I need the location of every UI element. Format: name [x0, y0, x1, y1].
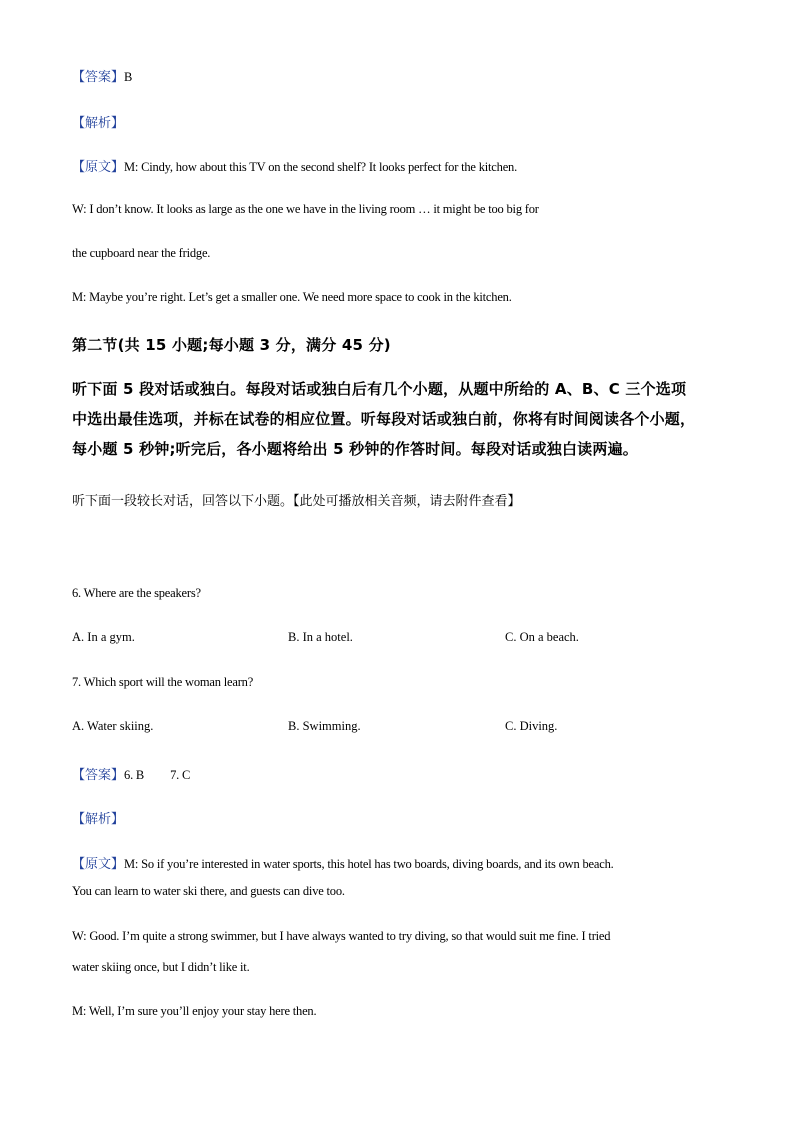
prompt-text: 听下面一段较长对话，回答以下小题 [72, 494, 281, 509]
transcript-text: M: Cindy, how about this TV on the second shelf? It looks perfect for the kitchen. [124, 160, 518, 174]
transcript-line: M: Well, I’m sure you’ll enjoy your stay here then. [72, 1004, 317, 1018]
transcript-line: You can learn to water ski there, and guests can dive too. [72, 884, 345, 898]
instruction-line: 每小题 5 秒钟;听完后，各小题将给出 5 秒钟的作答时间。每段对话或独白读两遍。 [72, 440, 638, 458]
listening-prompt [72, 490, 521, 509]
option-6a: A. In a gym. [72, 630, 135, 644]
answer-value-6: 6. B [124, 768, 145, 782]
original-tag: 【原文】 [72, 160, 125, 175]
option-6b: B. In a hotel. [288, 630, 353, 644]
instruction-line: 中选出最佳选项，并标在试卷的相应位置。听每段对话或独白前，你将有时间阅读各个小题， [72, 410, 696, 428]
transcript-line: water skiing once, but I didn’t like it. [72, 960, 250, 974]
transcript-line [72, 156, 517, 175]
option-7c: C. Diving. [505, 719, 558, 733]
answer-tag: 【答案】 [72, 768, 125, 783]
answer-value-7: 7. C [170, 768, 191, 782]
answer-line-1 [72, 66, 132, 85]
transcript-line [72, 853, 614, 872]
transcript-text: M: So if you’re interested in water sports, this hotel has two boards, diving boards, and its own beach. [124, 857, 614, 871]
answer-line-2 [72, 764, 190, 783]
analysis-tag: 【解析】 [72, 812, 125, 827]
answer-tag: 【答案】 [72, 70, 125, 85]
instruction-line: 听下面 5 段对话或独白。每段对话或独白后有几个小题，从题中所给的 A、B、C 三个选项 [72, 380, 687, 398]
audio-note: 。【此处可播放相关音频，请去附件查看】 [280, 494, 521, 509]
transcript-line: W: Good. I’m quite a strong swimmer, but I have always wanted to try diving, so that would suit me fine. I tried [72, 929, 611, 943]
analysis-line-1 [72, 112, 124, 131]
original-tag: 【原文】 [72, 857, 125, 872]
analysis-line-2 [72, 808, 124, 827]
answer-value: B [124, 70, 133, 84]
option-7b: B. Swimming. [288, 719, 361, 733]
option-6c: C. On a beach. [505, 630, 579, 644]
question-7: 7. Which sport will the woman learn? [72, 675, 254, 689]
transcript-line: M: Maybe you’re right. Let’s get a smaller one. We need more space to cook in the kitchen. [72, 290, 512, 304]
analysis-tag: 【解析】 [72, 116, 125, 131]
question-6: 6. Where are the speakers? [72, 586, 201, 600]
transcript-line: W: I don’t know. It looks as large as the one we have in the living room … it might be too big for [72, 202, 539, 216]
transcript-line: the cupboard near the fridge. [72, 246, 211, 260]
section-heading: 第二节(共 15 小题;每小题 3 分，满分 45 分) [72, 336, 391, 354]
option-7a: A. Water skiing. [72, 719, 154, 733]
